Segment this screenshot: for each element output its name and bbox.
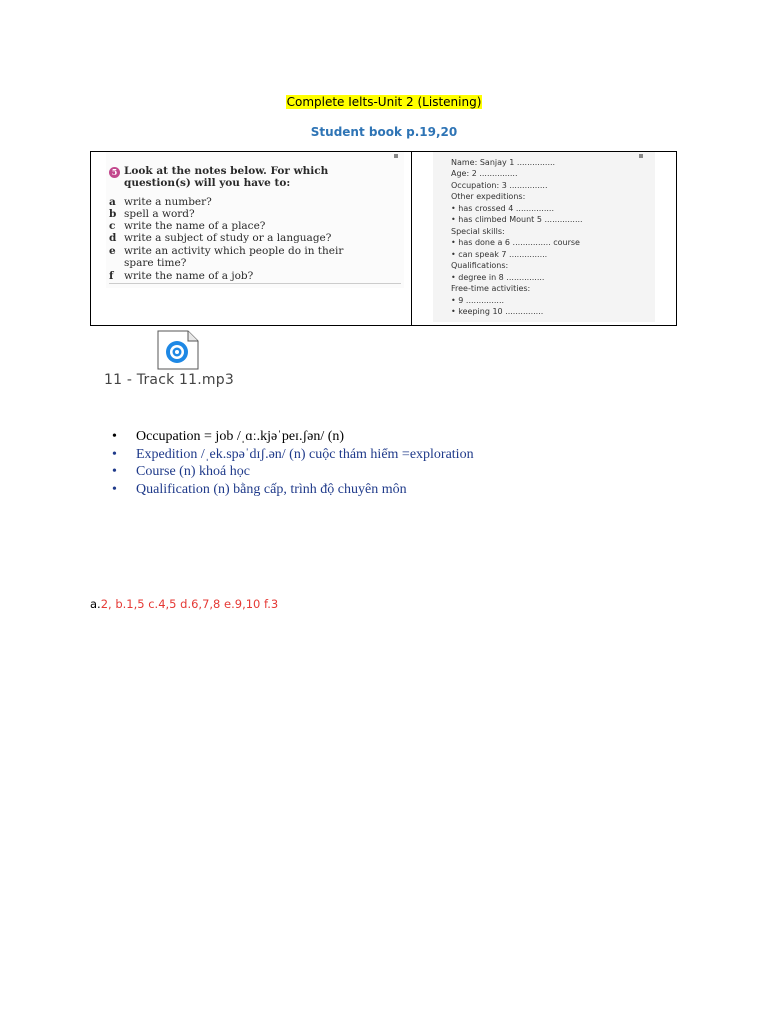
note-line: • has crossed 4 ............... bbox=[451, 204, 555, 213]
bullet-icon: • bbox=[112, 429, 117, 444]
vocabulary-item bbox=[112, 463, 474, 481]
vocabulary-list bbox=[112, 428, 474, 498]
note-line: • has done a 6 ............... course bbox=[451, 238, 580, 247]
notes-scan bbox=[433, 152, 655, 322]
exercise-table bbox=[90, 151, 677, 326]
bullet-icon: • bbox=[112, 446, 117, 462]
item-text: write the name of a place? bbox=[124, 220, 266, 232]
note-line: • has climbed Mount 5 ............... bbox=[451, 215, 583, 224]
item-text: write a number? bbox=[124, 196, 212, 208]
note-line: • 9 ............... bbox=[451, 296, 505, 305]
exercise-cell bbox=[91, 152, 412, 325]
item-letter: a bbox=[109, 196, 116, 208]
scan-divider bbox=[109, 283, 401, 284]
exercise-scan bbox=[106, 152, 404, 288]
vocabulary-text: Course (n) khoá học bbox=[136, 464, 250, 480]
scan-corner-mark bbox=[394, 154, 398, 158]
item-letter: e bbox=[109, 245, 116, 257]
attachment-label[interactable]: 11 - Track 11.mp3 bbox=[104, 372, 234, 388]
scan-corner-mark bbox=[639, 154, 643, 158]
notes-cell bbox=[412, 152, 676, 325]
bullet-icon: • bbox=[112, 464, 117, 480]
note-line: Qualifications: bbox=[451, 261, 509, 270]
item-letter: c bbox=[109, 220, 116, 232]
answer-values: 2, b.1,5 c.4,5 d.6,7,8 e.9,10 f.3 bbox=[100, 597, 279, 611]
note-line: Other expeditions: bbox=[451, 192, 526, 201]
exercise-item bbox=[109, 220, 389, 232]
note-line: Name: Sanjay 1 ............... bbox=[451, 158, 556, 167]
note-line: • keeping 10 ............... bbox=[451, 307, 544, 316]
note-line: • can speak 7 ............... bbox=[451, 250, 548, 259]
vocabulary-text: Qualification (n) bằng cấp, trình độ chuyên môn bbox=[136, 481, 407, 497]
note-line: Age: 2 ............... bbox=[451, 169, 518, 178]
vocabulary-item bbox=[112, 481, 474, 499]
note-line: Free-time activities: bbox=[451, 284, 531, 293]
vocabulary-text: Occupation = job /ˌɑː.kjəˈpeɪ.ʃən/ (n) bbox=[136, 429, 345, 444]
title-text: Complete Ielts-Unit 2 (Listening) bbox=[286, 95, 482, 109]
item-text: write an activity which people do in their spare time? bbox=[124, 245, 344, 269]
item-letter: d bbox=[109, 232, 117, 244]
exercise-item bbox=[109, 196, 389, 208]
exercise-item bbox=[109, 270, 389, 282]
note-line: Special skills: bbox=[451, 227, 505, 236]
exercise-number-badge: 5 bbox=[109, 167, 120, 178]
exercise-item bbox=[109, 245, 389, 269]
note-line: • degree in 8 ............... bbox=[451, 273, 545, 282]
answer-prefix: a. bbox=[90, 597, 101, 611]
bullet-icon: • bbox=[112, 481, 117, 497]
exercise-heading: Look at the notes below. For which question(s) will you have to: bbox=[124, 165, 329, 189]
vocabulary-text: Expedition /ˌek.spəˈdɪʃ.ən/ (n) cuộc thám hiểm =exploration bbox=[136, 446, 474, 462]
note-line: Occupation: 3 ............... bbox=[451, 181, 548, 190]
page-title bbox=[0, 94, 768, 110]
answer-key bbox=[90, 597, 278, 611]
item-text: spell a word? bbox=[124, 208, 195, 220]
exercise-item bbox=[109, 208, 389, 220]
page-subtitle: Student book p.19,20 bbox=[310, 125, 458, 139]
item-letter: f bbox=[109, 270, 114, 282]
item-text: write the name of a job? bbox=[124, 270, 254, 282]
item-letter: b bbox=[109, 208, 117, 220]
vocabulary-item bbox=[112, 446, 474, 464]
vocabulary-item bbox=[112, 428, 474, 446]
audio-file-icon[interactable] bbox=[157, 330, 199, 370]
item-text: write a subject of study or a language? bbox=[124, 232, 332, 244]
exercise-item bbox=[109, 232, 389, 244]
